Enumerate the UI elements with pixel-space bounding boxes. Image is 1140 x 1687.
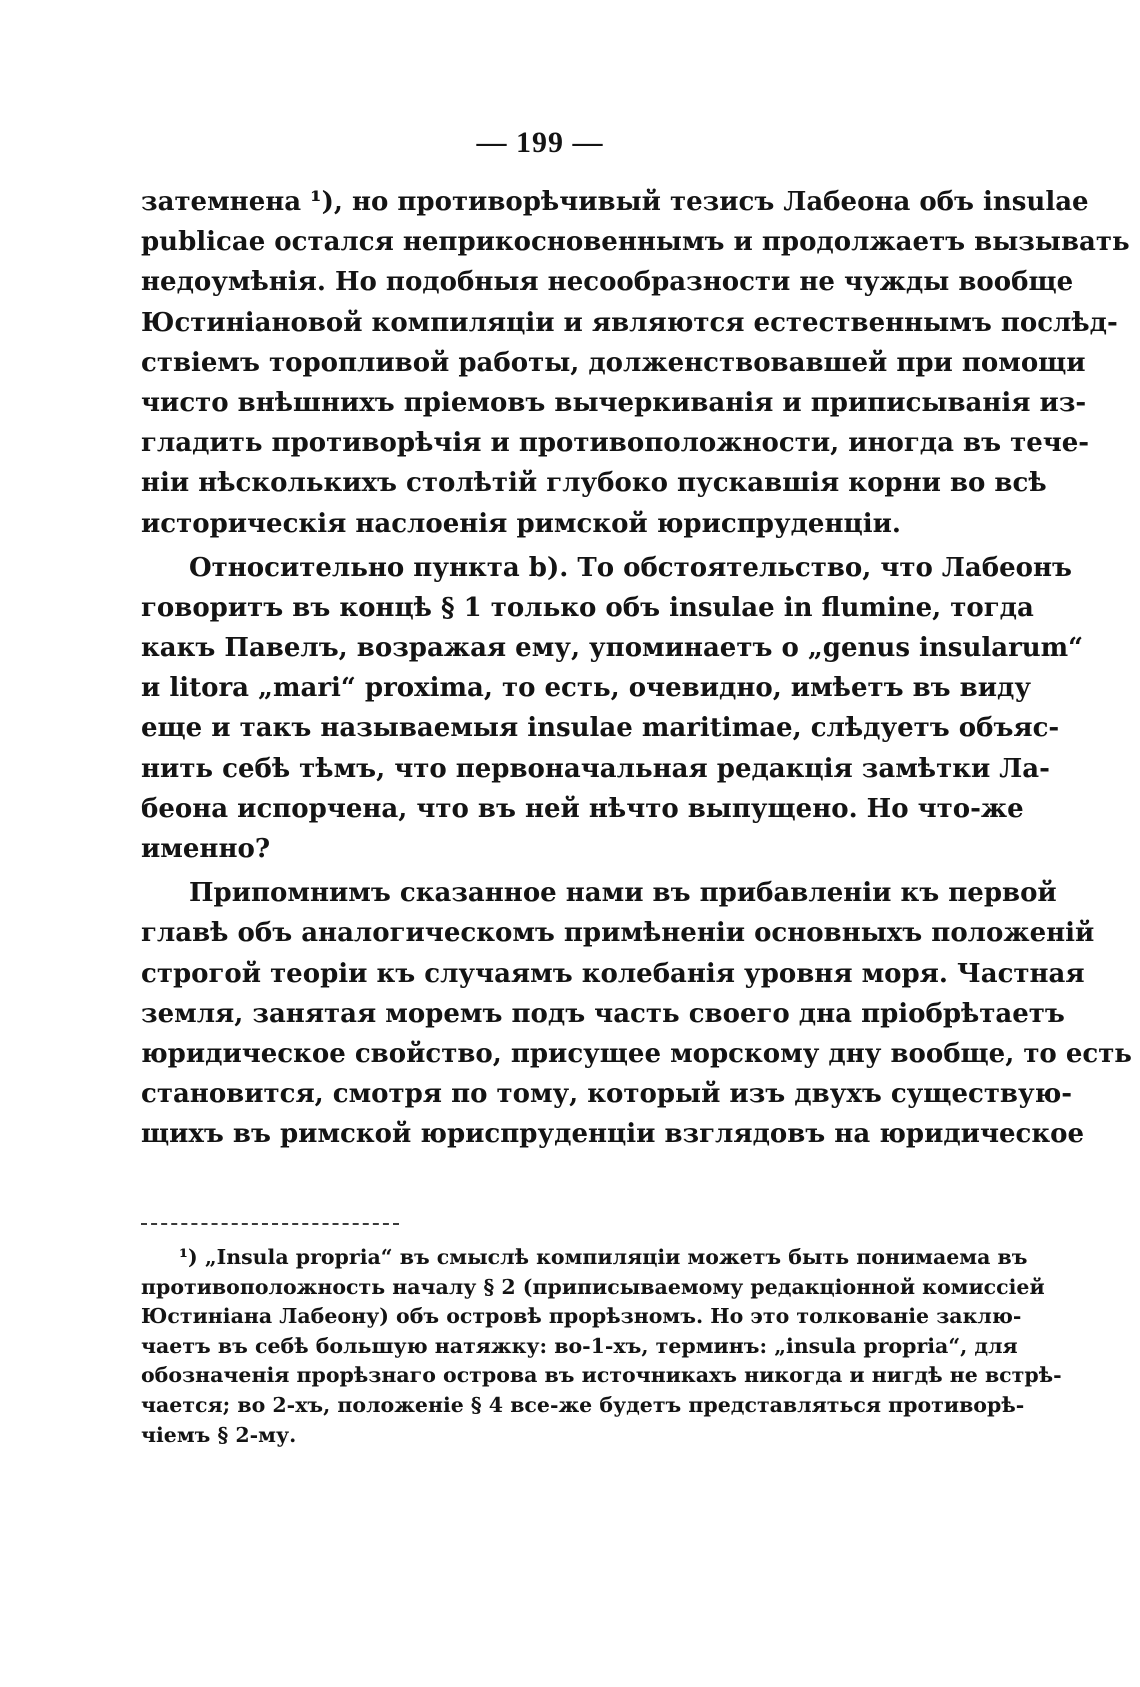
body-line: ніи нѣсколькихъ столѣтій глубоко пускавшія корни во всѣ bbox=[141, 468, 1047, 499]
body-line: гладить противорѣчія и противоположности, иногда въ тече- bbox=[141, 428, 1090, 459]
body-text bbox=[141, 182, 1132, 1155]
footnote-line: ¹) „Insula prорria“ въ смыслѣ компиляціи можетъ быть понимаема въ bbox=[179, 1245, 1028, 1269]
body-line: становится, смотря по тому, который изъ двухъ существую- bbox=[141, 1079, 1073, 1110]
body-line: и litora „mari“ proxima, то есть, очевидно, имѣетъ въ виду bbox=[141, 673, 1031, 704]
body-line: какъ Павелъ, возражая ему, упоминаетъ о „genus insularum“ bbox=[141, 633, 1084, 664]
body-line: затемнена ¹), но противорѣчивый тезисъ Лабеона объ insulae bbox=[141, 187, 1089, 217]
footnote-line: чіемъ § 2-му. bbox=[141, 1422, 297, 1447]
body-line: юридическое свойство, присущее морскому дну вообще, то есть bbox=[141, 1038, 1132, 1069]
footnote-line: обозначенія прорѣзнаго острова въ источникахъ никогда и нигдѣ не встрѣ- bbox=[141, 1363, 1062, 1388]
footnote-line: Юстиніана Лабеону) объ островѣ прорѣзномъ. Но это толкованіе заклю- bbox=[141, 1304, 1022, 1329]
body-line: нить себѣ тѣмъ, что первоначальная редакція замѣтки Ла- bbox=[141, 753, 1050, 784]
body-line: Припомнимъ сказанное нами въ прибавленіи къ первой bbox=[189, 878, 1057, 909]
body-line: publicae остался неприкосновеннымъ и продолжаетъ вызывать bbox=[141, 227, 1130, 258]
body-line: Юстиніановой компиляціи и являются естественнымъ послѣд- bbox=[141, 307, 1118, 338]
body-line: недоумѣнія. Но подобныя несообразности не чужды вообще bbox=[141, 267, 1074, 298]
body-line: еще и такъ называемыя insulae maritimae, слѣдуетъ объяс- bbox=[141, 713, 1060, 744]
body-line: строгой теоріи къ случаямъ колебанія уровня моря. Частная bbox=[141, 958, 1085, 989]
page-number: — 199 — bbox=[476, 126, 604, 159]
body-line: именно? bbox=[141, 834, 271, 864]
footnote-divider bbox=[141, 1223, 399, 1225]
footnote-line: чается; во 2-хъ, положеніе § 4 все-же будетъ представляться противорѣ- bbox=[141, 1392, 1025, 1417]
body-line: главѣ объ аналогическомъ примѣненіи основныхъ положеній bbox=[141, 918, 1095, 949]
body-line: ствіемъ торопливой работы, долженствовавшей при помощи bbox=[141, 347, 1086, 378]
body-line: земля, занятая моремъ подъ часть своего дна пріобрѣтаетъ bbox=[141, 998, 1065, 1029]
body-line: историческія наслоенія римской юриспруденціи. bbox=[141, 508, 901, 539]
body-line: беона испорчена, что въ ней нѣчто выпущено. Но что-же bbox=[141, 793, 1024, 824]
footnote-line: чаетъ въ себѣ большую натяжку: во-1-хъ, терминъ: „insula prорria“, для bbox=[141, 1333, 1018, 1358]
body-line: говоритъ въ концѣ § 1 только объ insulae in flumine, тогда bbox=[141, 592, 1034, 623]
footnote bbox=[141, 1243, 1062, 1450]
body-line: чисто внѣшнихъ пріемовъ вычеркиванія и приписыванія из- bbox=[141, 387, 1087, 418]
footnote-line: противоположность началу § 2 (приписываемому редакціонной комиссіей bbox=[141, 1274, 1045, 1299]
body-line: Относительно пункта b). То обстоятельство, что Лабеонъ bbox=[189, 552, 1072, 583]
body-line: щихъ въ римской юриспруденціи взглядовъ на юридическое bbox=[141, 1119, 1085, 1150]
